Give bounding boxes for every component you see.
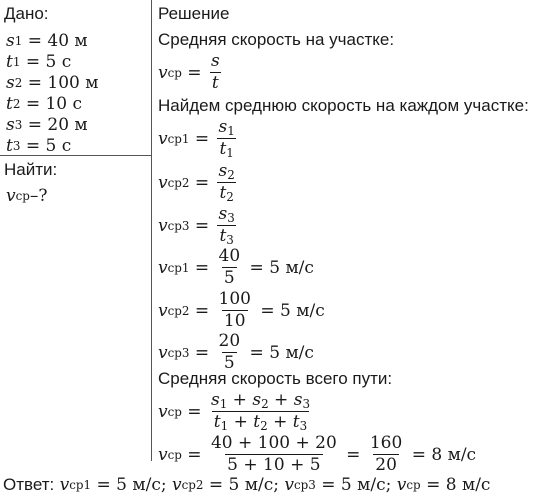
given-unit: с	[61, 52, 72, 72]
given-unit: м	[74, 115, 88, 135]
final-unit: м/с	[447, 444, 477, 465]
total-heading: Средняя скорость всего пути:	[158, 369, 393, 388]
given-var: s	[6, 31, 15, 51]
segment-formula-2: v ср2 = $\frac{s_2}{t_2}$	[158, 161, 235, 204]
denominator-sub: 1	[220, 418, 229, 433]
fraction: $\frac{s_2}{t_2}$	[218, 161, 235, 204]
answer-unit: м/с	[244, 475, 274, 495]
find-title: Найти:	[4, 160, 58, 179]
fraction	[368, 434, 404, 475]
segment-formula-3: v ср3 = $\frac{s_3}{t_3}$	[158, 204, 235, 247]
fraction-denominator: 5	[223, 353, 235, 373]
segment-value-1: v ср1 = $\frac{40}{5}$ = 5 м/с	[158, 246, 314, 288]
fraction-numerator: 20	[218, 331, 241, 351]
answer-sep: ;	[160, 475, 167, 495]
given-row-5: s 3 = 20 м	[6, 115, 88, 135]
given-value: 10	[45, 94, 68, 114]
fraction: $\frac{s_1}{t_1}$	[218, 117, 235, 160]
fraction	[209, 434, 339, 475]
fraction	[217, 247, 243, 288]
denominator-sub: 2	[260, 418, 268, 433]
fraction	[217, 332, 243, 373]
numerator-sub: 1	[219, 396, 228, 411]
segment-result: 5	[280, 300, 291, 321]
segment-result: 5	[269, 257, 281, 278]
segment-value-2: v ср2 = $\frac{100}{10}$ = 5 м/с	[158, 289, 325, 331]
answer-sep: ;	[273, 475, 279, 495]
fraction-numerator: 100	[218, 289, 251, 309]
fraction-denominator: t	[211, 73, 219, 93]
given-row-1: s 1 = 40 м	[6, 31, 88, 51]
fraction-numerator: 40	[218, 246, 241, 266]
segment-unit: м/с	[285, 257, 314, 278]
given-row-6: t 3 = 5 с	[6, 136, 72, 156]
numerator-sub: 3	[302, 396, 311, 411]
column-divider	[151, 0, 152, 461]
numerator-sub: 1	[227, 123, 235, 138]
fraction-denominator: 5 + 10 + 5	[227, 455, 321, 475]
given-var: t	[6, 136, 13, 156]
answer-value: 8	[445, 475, 457, 495]
denominator-sub: 3	[226, 232, 234, 247]
avg-heading: Средняя скорость на участке:	[158, 30, 395, 49]
fraction-denominator: 5	[223, 268, 235, 288]
fraction-denominator: 10	[223, 311, 246, 331]
answer-unit: м/с	[461, 475, 491, 495]
given-value: 5	[45, 136, 57, 156]
given-title: Дано:	[4, 4, 49, 23]
given-value: 100	[47, 73, 80, 93]
denominator-sub: 2	[226, 189, 234, 204]
answer-value: 5	[340, 475, 352, 495]
answer-unit: м/с	[357, 475, 386, 495]
given-unit: с	[72, 94, 83, 114]
given-unit: м	[74, 31, 88, 51]
find-suffix: –?	[29, 186, 48, 206]
given-row-2: t 1 = 5 с	[6, 52, 72, 72]
given-value: 20	[47, 115, 70, 135]
given-unit: м	[85, 73, 99, 93]
given-row-4: t 2 = 10 с	[6, 94, 83, 114]
segment-result: 5	[269, 342, 281, 363]
given-var: s	[6, 73, 15, 93]
segment-formula-1: v ср1 = $\frac{s_1}{t_1}$	[158, 117, 235, 160]
given-value: 5	[45, 52, 57, 72]
fraction	[217, 290, 253, 331]
numerator-sub: 2	[261, 396, 269, 411]
given-value: 40	[47, 31, 70, 51]
answer-line: Ответ: v ср1 = 5 м/с ; v ср2 = 5 м/с ; v ср3 = 5 м/с ; v ср = 8 м/с	[3, 475, 491, 495]
final-formula: v ср = $\frac{40 + 100 + 20}{5 + 10 + 5}$ = $\frac{160}{20}$ = 8 м/с	[158, 433, 477, 475]
total-formula: v ср = $\frac{s_1 + s_2 + s_3}{t_1 + t_2 + t_3}$	[158, 390, 311, 433]
fraction-denominator: 20	[375, 455, 397, 475]
given-var: s	[6, 115, 15, 135]
formula-lhs-var: v	[158, 62, 168, 83]
solution-title: Решение	[158, 4, 230, 23]
given-unit: с	[61, 136, 72, 156]
avg-formula: v ср = $\frac{s}{t}$	[158, 51, 220, 93]
answer-unit: м/с	[132, 475, 161, 495]
find-target: v ср –?	[6, 186, 48, 206]
each-heading: Найдем среднюю скорость на каждом участке:	[158, 96, 529, 115]
answer-value: 5	[228, 475, 240, 495]
given-var: t	[6, 94, 13, 114]
denominator-sub: 1	[226, 145, 234, 160]
find-var: v	[6, 186, 16, 206]
given-var: t	[6, 52, 13, 72]
fraction	[209, 52, 222, 93]
answer-sep: ;	[385, 475, 392, 495]
numerator-sub: 3	[227, 210, 235, 225]
segment-unit: м/с	[296, 300, 325, 321]
fraction: $\frac{s_3}{t_3}$	[218, 204, 235, 247]
fraction: $\frac{s_1 + s_2 + s_3}{t_1 + t_2 + t_3}$	[210, 390, 311, 433]
numerator-sub: 2	[227, 167, 235, 182]
fraction-numerator: s	[210, 51, 220, 71]
segment-unit: м/с	[285, 342, 314, 363]
given-row-3: s 2 = 100 м	[6, 73, 99, 93]
final-result: 8	[431, 444, 443, 465]
denominator-sub: 3	[299, 418, 308, 433]
segment-value-3: v ср3 = $\frac{20}{5}$ = 5 м/с	[158, 331, 314, 373]
answer-label: Ответ:	[3, 475, 55, 494]
fraction-numerator: 160	[369, 433, 403, 453]
answer-value: 5	[116, 475, 127, 495]
fraction-numerator: 40 + 100 + 20	[210, 433, 337, 453]
